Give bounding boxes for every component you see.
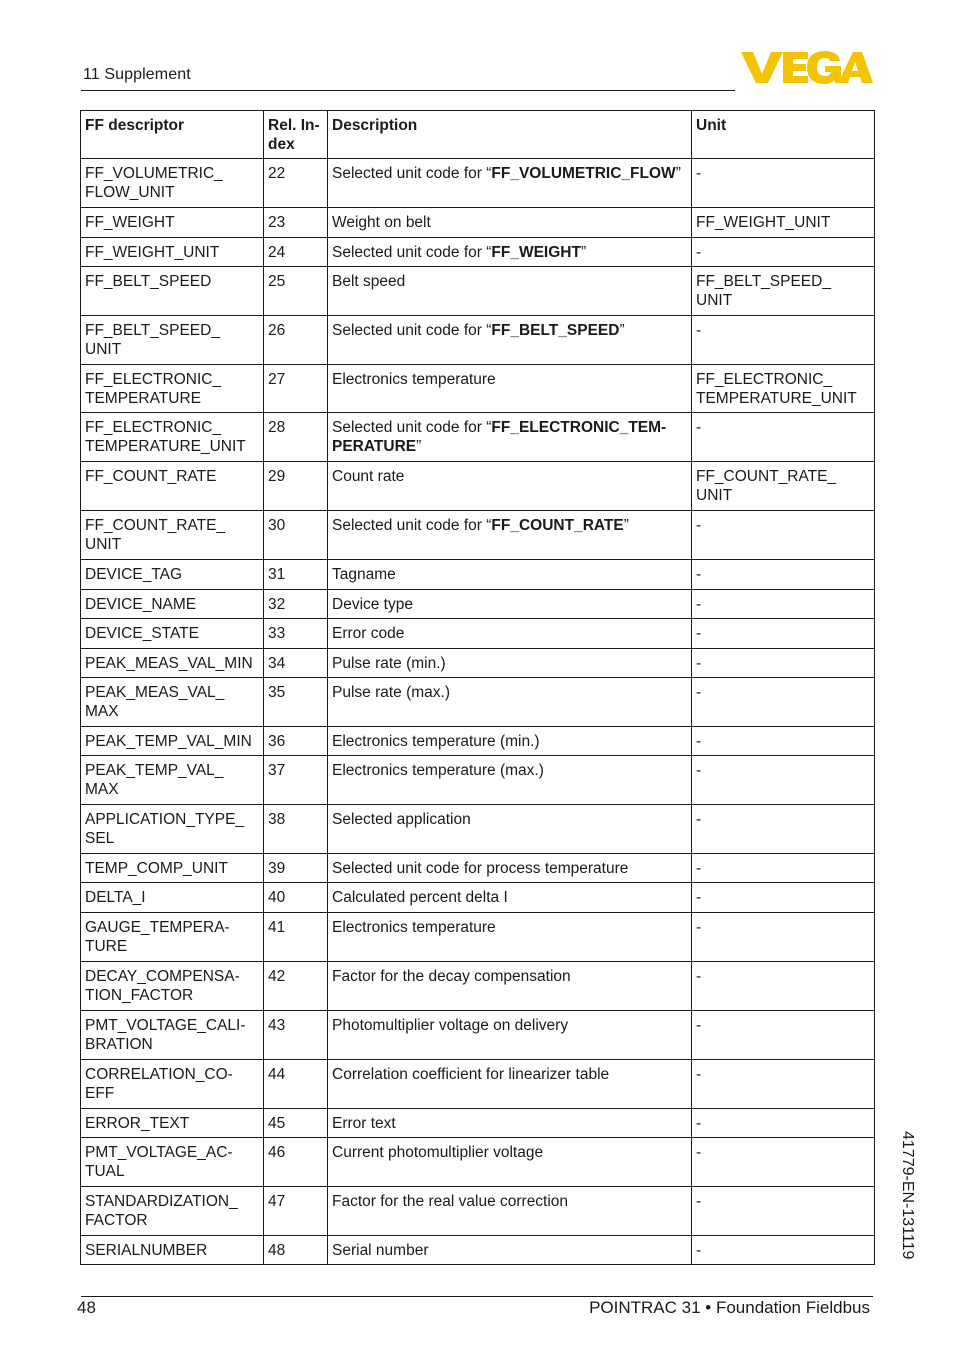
cell-index: 29 bbox=[264, 462, 328, 511]
cell-description bbox=[328, 883, 692, 913]
cell-descriptor: FF_BELT_SPEED bbox=[81, 267, 264, 316]
description-text: Selected application bbox=[332, 811, 471, 828]
description-parameter: FF_VOLUMETRIC_FLOW bbox=[491, 165, 676, 182]
cell-index: 40 bbox=[264, 883, 328, 913]
cell-index: 24 bbox=[264, 238, 328, 267]
cell-index: 38 bbox=[264, 805, 328, 854]
table-row bbox=[81, 1109, 875, 1138]
table-row bbox=[81, 511, 875, 560]
cell-descriptor: FF_VOLUMETRIC_ FLOW_UNIT bbox=[81, 159, 264, 208]
cell-index: 28 bbox=[264, 413, 328, 462]
column-header-unit: Unit bbox=[692, 111, 875, 159]
cell-descriptor: FF_COUNT_RATE bbox=[81, 462, 264, 511]
description-text: Tagname bbox=[332, 566, 396, 583]
cell-index: 22 bbox=[264, 159, 328, 208]
description-text: Selected unit code for “ bbox=[332, 517, 492, 534]
cell-index: 32 bbox=[264, 590, 328, 619]
description-text: Selected unit code for “ bbox=[332, 244, 492, 261]
description-parameter: FF_BELT_SPEED bbox=[491, 322, 620, 339]
cell-index: 45 bbox=[264, 1109, 328, 1138]
table-row bbox=[81, 1060, 875, 1109]
description-text: Weight on belt bbox=[332, 214, 431, 231]
cell-unit: FF_ELECTRONIC_ TEMPERATURE_UNIT bbox=[692, 365, 875, 413]
description-text: Factor for the decay compensation bbox=[332, 968, 571, 985]
cell-unit: - bbox=[692, 1011, 875, 1060]
vega-logo bbox=[741, 50, 873, 84]
cell-unit: - bbox=[692, 1236, 875, 1265]
cell-description bbox=[328, 619, 692, 649]
table-row bbox=[81, 238, 875, 267]
cell-descriptor: SERIALNUMBER bbox=[81, 1236, 264, 1265]
table-row bbox=[81, 678, 875, 727]
header-divider bbox=[81, 90, 735, 91]
cell-unit: - bbox=[692, 1187, 875, 1236]
cell-descriptor: DEVICE_NAME bbox=[81, 590, 264, 619]
table-row bbox=[81, 756, 875, 805]
description-quote: ” bbox=[675, 165, 681, 182]
cell-index: 42 bbox=[264, 962, 328, 1011]
cell-index: 36 bbox=[264, 727, 328, 756]
document-code: 41779-EN-131119 bbox=[899, 1131, 916, 1260]
cell-unit: - bbox=[692, 1138, 875, 1187]
cell-unit: - bbox=[692, 756, 875, 805]
cell-description bbox=[328, 462, 692, 511]
cell-index: 27 bbox=[264, 365, 328, 413]
cell-descriptor: ERROR_TEXT bbox=[81, 1109, 264, 1138]
table-row bbox=[81, 727, 875, 756]
description-quote: ” bbox=[580, 244, 587, 261]
description-text: Selected unit code for “ bbox=[332, 322, 492, 339]
cell-description bbox=[328, 1138, 692, 1187]
cell-index: 44 bbox=[264, 1060, 328, 1109]
cell-descriptor: APPLICATION_TYPE_ SEL bbox=[81, 805, 264, 854]
cell-index: 35 bbox=[264, 678, 328, 727]
cell-unit: - bbox=[692, 316, 875, 365]
cell-descriptor: PEAK_MEAS_VAL_ MAX bbox=[81, 678, 264, 727]
cell-index: 47 bbox=[264, 1187, 328, 1236]
cell-descriptor: PMT_VOLTAGE_CALI- BRATION bbox=[81, 1011, 264, 1060]
description-text: Electronics temperature (max.) bbox=[332, 762, 544, 779]
cell-unit: - bbox=[692, 854, 875, 883]
cell-description bbox=[328, 1236, 692, 1265]
cell-description bbox=[328, 1109, 692, 1138]
cell-unit: FF_WEIGHT_UNIT bbox=[692, 208, 875, 238]
description-text: Electronics temperature bbox=[332, 919, 496, 936]
table-row bbox=[81, 208, 875, 238]
cell-description bbox=[328, 1011, 692, 1060]
cell-descriptor: FF_BELT_SPEED_ UNIT bbox=[81, 316, 264, 365]
description-text: Calculated percent delta I bbox=[332, 889, 508, 906]
cell-descriptor: STANDARDIZATION_ FACTOR bbox=[81, 1187, 264, 1236]
cell-index: 48 bbox=[264, 1236, 328, 1265]
table-row bbox=[81, 854, 875, 883]
cell-descriptor: PEAK_MEAS_VAL_MIN bbox=[81, 649, 264, 678]
cell-description bbox=[328, 590, 692, 619]
description-text: Error code bbox=[332, 625, 405, 642]
description-text: Pulse rate (max.) bbox=[332, 684, 451, 701]
table-row bbox=[81, 649, 875, 678]
cell-unit: - bbox=[692, 560, 875, 590]
cell-index: 41 bbox=[264, 913, 328, 962]
table-row bbox=[81, 462, 875, 511]
cell-description bbox=[328, 1187, 692, 1236]
cell-index: 43 bbox=[264, 1011, 328, 1060]
cell-description bbox=[328, 805, 692, 854]
cell-descriptor: PMT_VOLTAGE_AC- TUAL bbox=[81, 1138, 264, 1187]
description-parameter: FF_COUNT_RATE bbox=[491, 517, 624, 534]
cell-description bbox=[328, 413, 692, 462]
cell-description bbox=[328, 913, 692, 962]
table-header-row bbox=[81, 111, 875, 159]
cell-description bbox=[328, 678, 692, 727]
cell-description bbox=[328, 238, 692, 267]
cell-descriptor: PEAK_TEMP_VAL_ MAX bbox=[81, 756, 264, 805]
column-header-description: Description bbox=[328, 111, 692, 159]
description-text: Electronics temperature (min.) bbox=[332, 733, 540, 750]
cell-descriptor: DELTA_I bbox=[81, 883, 264, 913]
description-quote: ” bbox=[623, 517, 629, 534]
cell-description bbox=[328, 1060, 692, 1109]
description-text: Selected unit code for process temperature bbox=[332, 860, 629, 877]
description-text: Belt speed bbox=[332, 273, 406, 290]
cell-description bbox=[328, 208, 692, 238]
cell-unit: - bbox=[692, 962, 875, 1011]
description-text: Selected unit code for “ bbox=[332, 165, 492, 182]
cell-descriptor: GAUGE_TEMPERA- TURE bbox=[81, 913, 264, 962]
table-row bbox=[81, 1187, 875, 1236]
cell-index: 31 bbox=[264, 560, 328, 590]
cell-unit: - bbox=[692, 678, 875, 727]
cell-unit: FF_BELT_SPEED_ UNIT bbox=[692, 267, 875, 316]
cell-index: 25 bbox=[264, 267, 328, 316]
description-text: Factor for the real value correction bbox=[332, 1193, 569, 1210]
cell-description bbox=[328, 854, 692, 883]
table-row bbox=[81, 883, 875, 913]
cell-descriptor: FF_ELECTRONIC_ TEMPERATURE_UNIT bbox=[81, 413, 264, 462]
cell-descriptor: FF_WEIGHT_UNIT bbox=[81, 238, 264, 267]
description-parameter: FF_WEIGHT bbox=[491, 244, 581, 261]
cell-descriptor: FF_WEIGHT bbox=[81, 208, 264, 238]
cell-unit: - bbox=[692, 649, 875, 678]
table-row bbox=[81, 267, 875, 316]
cell-description bbox=[328, 365, 692, 413]
cell-description bbox=[328, 962, 692, 1011]
cell-unit: - bbox=[692, 590, 875, 619]
cell-description bbox=[328, 511, 692, 560]
cell-descriptor: FF_COUNT_RATE_ UNIT bbox=[81, 511, 264, 560]
page-number: 48 bbox=[77, 1298, 96, 1317]
description-text: Selected unit code for “ bbox=[332, 419, 492, 436]
section-title: 11 Supplement bbox=[83, 66, 191, 83]
footer-divider bbox=[81, 1296, 873, 1297]
cell-unit: - bbox=[692, 1060, 875, 1109]
description-text: Count rate bbox=[332, 468, 405, 485]
cell-description bbox=[328, 316, 692, 365]
table-row bbox=[81, 316, 875, 365]
cell-unit: - bbox=[692, 413, 875, 462]
table-body bbox=[81, 159, 875, 1265]
cell-unit: - bbox=[692, 159, 875, 208]
table-row bbox=[81, 590, 875, 619]
column-header-index: Rel. In-dex bbox=[264, 111, 328, 159]
description-quote: ” bbox=[416, 438, 422, 455]
description-text: Pulse rate (min.) bbox=[332, 655, 446, 672]
table-row bbox=[81, 560, 875, 590]
ff-descriptor-table bbox=[80, 110, 875, 1265]
table-row bbox=[81, 413, 875, 462]
table-row bbox=[81, 365, 875, 413]
cell-descriptor: FF_ELECTRONIC_ TEMPERATURE bbox=[81, 365, 264, 413]
description-text: Current photomultiplier voltage bbox=[332, 1144, 544, 1161]
footer-title: POINTRAC 31 • Foundation Fieldbus bbox=[589, 1298, 870, 1317]
cell-unit: - bbox=[692, 727, 875, 756]
table-row bbox=[81, 805, 875, 854]
cell-descriptor: TEMP_COMP_UNIT bbox=[81, 854, 264, 883]
cell-descriptor: DEVICE_STATE bbox=[81, 619, 264, 649]
cell-index: 30 bbox=[264, 511, 328, 560]
table-row bbox=[81, 1236, 875, 1265]
cell-description bbox=[328, 159, 692, 208]
table-row bbox=[81, 962, 875, 1011]
cell-index: 26 bbox=[264, 316, 328, 365]
description-quote: ” bbox=[619, 322, 625, 339]
cell-unit: FF_COUNT_RATE_ UNIT bbox=[692, 462, 875, 511]
cell-unit: - bbox=[692, 511, 875, 560]
description-text: Device type bbox=[332, 596, 413, 613]
description-text: Serial number bbox=[332, 1242, 429, 1259]
table-row bbox=[81, 159, 875, 208]
cell-index: 33 bbox=[264, 619, 328, 649]
description-text: Electronics temperature bbox=[332, 371, 496, 388]
column-header-descriptor: FF descriptor bbox=[81, 111, 264, 159]
description-text: Correlation coefficient for linearizer table bbox=[332, 1066, 610, 1083]
cell-description bbox=[328, 560, 692, 590]
cell-descriptor: DECAY_COMPENSA- TION_FACTOR bbox=[81, 962, 264, 1011]
cell-descriptor: DEVICE_TAG bbox=[81, 560, 264, 590]
table-row bbox=[81, 913, 875, 962]
cell-unit: - bbox=[692, 913, 875, 962]
cell-description bbox=[328, 649, 692, 678]
cell-description bbox=[328, 727, 692, 756]
table-row bbox=[81, 1138, 875, 1187]
cell-descriptor: PEAK_TEMP_VAL_MIN bbox=[81, 727, 264, 756]
description-parameter: FF_ELECTRONIC_TEM- PERATURE bbox=[332, 419, 667, 455]
cell-unit: - bbox=[692, 238, 875, 267]
cell-index: 34 bbox=[264, 649, 328, 678]
cell-unit: - bbox=[692, 805, 875, 854]
description-text: Photomultiplier voltage on delivery bbox=[332, 1017, 569, 1034]
cell-descriptor: CORRELATION_CO- EFF bbox=[81, 1060, 264, 1109]
table-row bbox=[81, 1011, 875, 1060]
cell-index: 23 bbox=[264, 208, 328, 238]
cell-description bbox=[328, 756, 692, 805]
cell-unit: - bbox=[692, 883, 875, 913]
cell-description bbox=[328, 267, 692, 316]
table-row bbox=[81, 619, 875, 649]
cell-index: 39 bbox=[264, 854, 328, 883]
cell-unit: - bbox=[692, 1109, 875, 1138]
cell-index: 46 bbox=[264, 1138, 328, 1187]
cell-index: 37 bbox=[264, 756, 328, 805]
description-text: Error text bbox=[332, 1115, 396, 1132]
cell-unit: - bbox=[692, 619, 875, 649]
